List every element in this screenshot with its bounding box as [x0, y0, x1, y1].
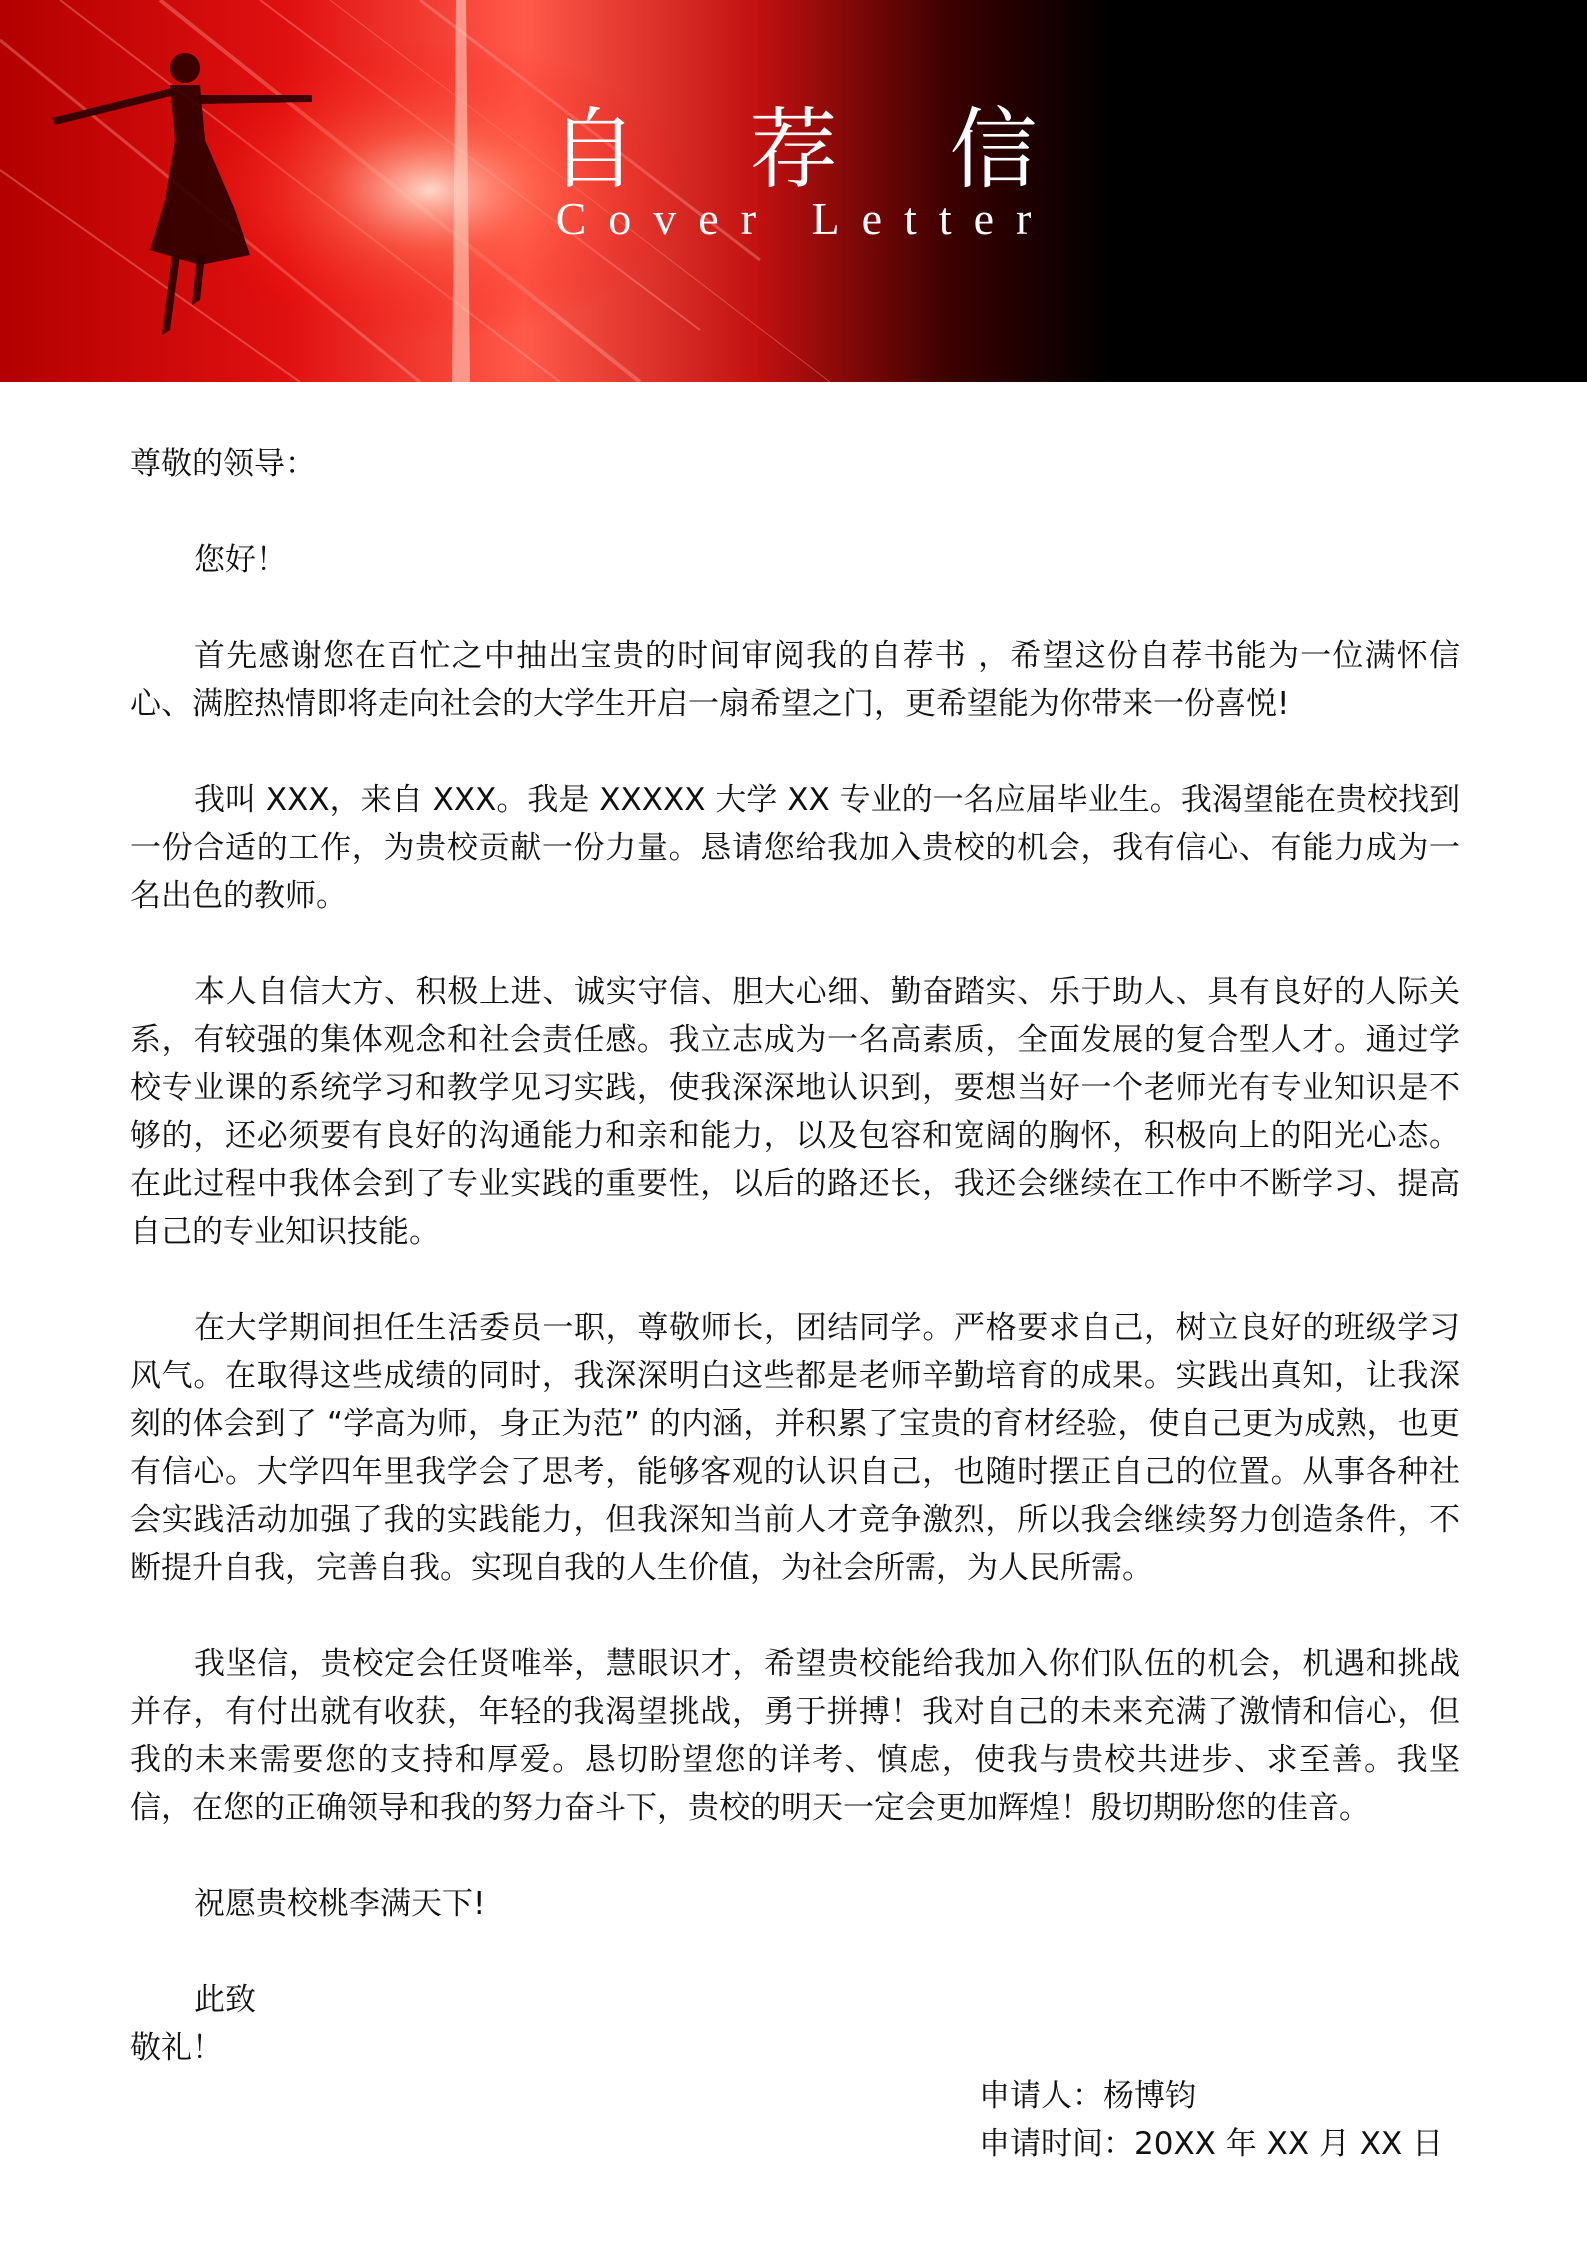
closing-salute: 敬礼！: [130, 2030, 223, 2066]
paragraph: 在大学期间担任生活委员一职，尊敬师长，团结同学。严格要求自己，树立良好的班级学习风气。在取得这些成绩的同时，我深深明白这些都是老师辛勤培育的成果。实践出真知，让我深刻的体会到了 “学高为师，身正为范” 的内涵，并积累了宝贵的育材经验，使自己更为成熟，也更有信心。大学四年里我学会了思考，能够客观的认识自己，也随时摆正自己的位置。从事各种社会实践活动加强了我的实践能力，但我深知当前人才竞争激烈，所以我会继续努力创造条件，不断提升自我，完善自我。实现自我的人生价值，为社会所需，为人民所需。: [130, 1310, 1460, 1586]
wish-line: 祝愿贵校桃李满天下!: [194, 1886, 486, 1922]
applicant-name: 申请人：杨博钧: [979, 2078, 1196, 2114]
signature-block: [979, 2072, 1443, 2168]
greeting: 您好！: [194, 542, 287, 578]
paragraph: 首先感谢您在百忙之中抽出宝贵的时间审阅我的自荐书 ，希望这份自荐书能为一位满怀信心、满腔热情即将走向社会的大学生开启一扇希望之门，更希望能为你带来一份喜悦!: [130, 638, 1460, 722]
salutation: 尊敬的领导：: [130, 446, 316, 482]
closing-line: 此致: [194, 1982, 256, 2018]
header-banner: [0, 0, 1587, 382]
letter-body: [130, 440, 1460, 2072]
paragraph: 我叫 XXX，来自 XXX。我是 XXXXX 大学 XX 专业的一名应届毕业生。我渴望能在贵校找到一份合适的工作，为贵校贡献一份力量。恳请您给我加入贵校的机会，我有信心、有能力成为一名出色的教师。: [130, 782, 1460, 914]
paragraph: 本人自信大方、积极上进、诚实守信、胆大心细、勤奋踏实、乐于助人、具有良好的人际关系，有较强的集体观念和社会责任感。我立志成为一名高素质，全面发展的复合型人才。通过学校专业课的系统学习和教学见习实践，使我深深地认识到，要想当好一个老师光有专业知识是不够的，还必须要有良好的沟通能力和亲和能力，以及包容和宽阔的胸怀，积极向上的阳光心态。在此过程中我体会到了专业实践的重要性，以后的路还长，我还会继续在工作中不断学习、提高自己的专业知识技能。: [130, 974, 1460, 1250]
title-chinese: 自荐信: [549, 98, 1150, 201]
application-date: 申请时间：20XX 年 XX 月 XX 日: [979, 2126, 1444, 2162]
paragraph: 我坚信，贵校定会任贤唯举，慧眼识才，希望贵校能给我加入你们队伍的机会，机遇和挑战并存，有付出就有收获，年轻的我渴望挑战，勇于拼搏！我对自己的未来充满了激情和信心，但我的未来需要您的支持和厚爱。恳切盼望您的详考、慎虑，使我与贵校共进步、求至善。我坚信，在您的正确领导和我的努力奋斗下，贵校的明天一定会更加辉煌！殷切期盼您的佳音。: [130, 1646, 1460, 1826]
title-english: Cover Letter: [555, 193, 1054, 244]
